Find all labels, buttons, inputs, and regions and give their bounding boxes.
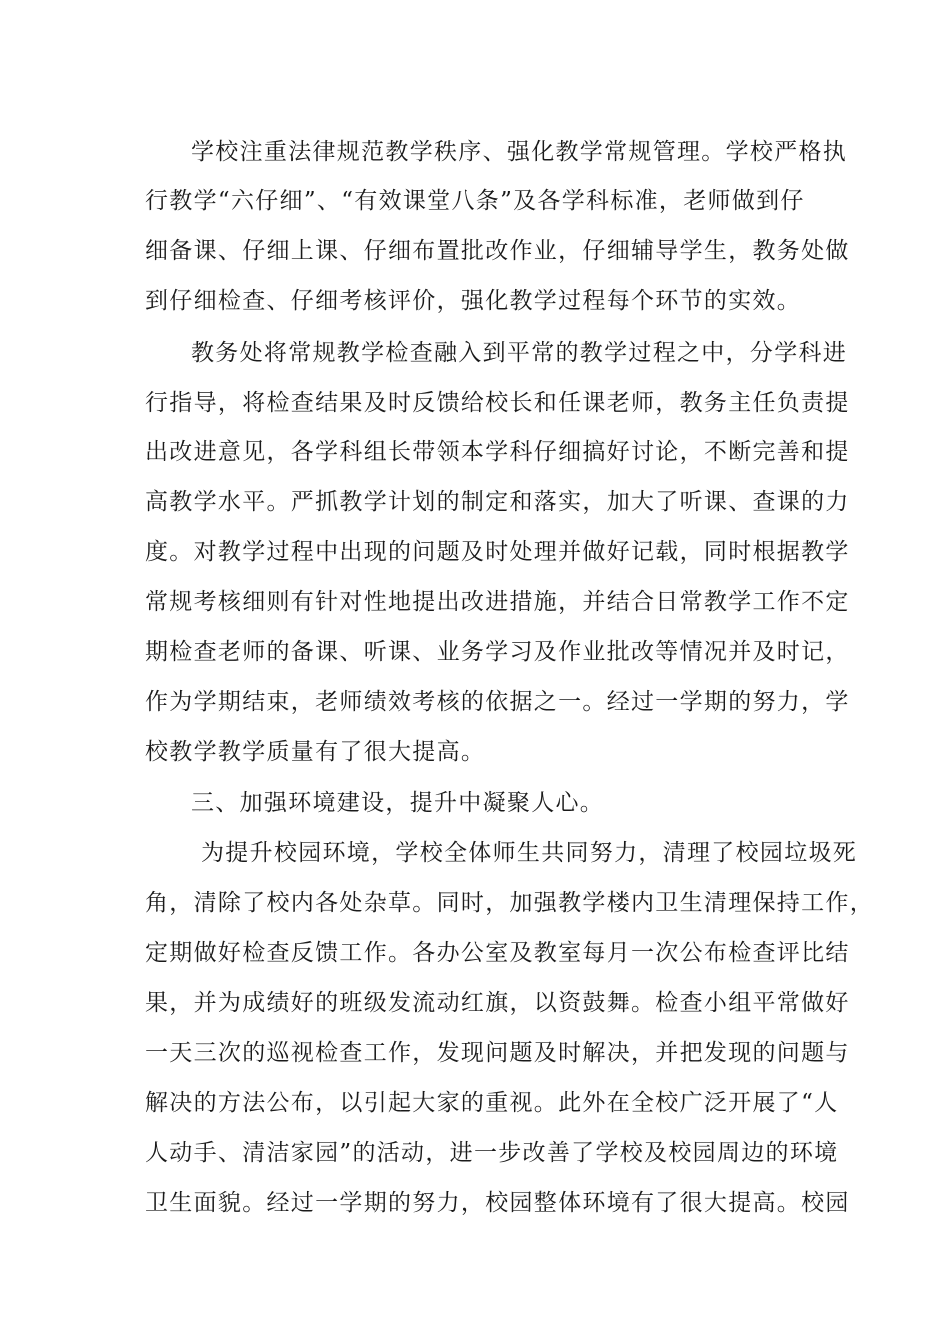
- paragraph-2-line-7: 期检查老师的备课、听课、业务学习及作业批改等情况并及时记，: [145, 639, 850, 665]
- paragraph-2-line-9: 校教学教学质量有了很大提高。: [145, 739, 486, 765]
- paragraph-3-line-6: 解决的方法公布，以引起大家的重视。此外在全校广泛开展了“人: [145, 1090, 839, 1116]
- section-heading-3: 三、加强环境建设，提升中凝聚人心。: [191, 790, 605, 816]
- paragraph-3-line-4: 果，并为成绩好的班级发流动红旗，以资鼓舞。检查小组平常做好: [145, 990, 850, 1016]
- paragraph-3-line-5: 一天三次的巡视检查工作，发现问题及时解决，并把发现的问题与: [145, 1040, 850, 1066]
- paragraph-2-line-5: 度。对教学过程中出现的问题及时处理并做好记载，同时根据教学: [145, 539, 850, 565]
- paragraph-2-line-8: 作为学期结束，老师绩效考核的依据之一。经过一学期的努力，学: [145, 689, 850, 715]
- paragraph-2-line-4: 高教学水平。严抓教学计划的制定和落实，加大了听课、查课的力: [145, 489, 850, 515]
- paragraph-1-line-2: 行教学“六仔细”、“有效课堂八条”及各学科标准，老师做到仔: [145, 188, 805, 214]
- paragraph-1-line-3: 细备课、仔细上课、仔细布置批改作业，仔细辅导学生，教务处做: [145, 238, 850, 264]
- paragraph-3-line-1: 为提升校园环境，学校全体师生共同努力，清理了校园垃圾死: [201, 840, 858, 866]
- paragraph-2-line-6: 常规考核细则有针对性地提出改进措施，并结合日常教学工作不定: [145, 589, 850, 615]
- paragraph-3-line-8: 卫生面貌。经过一学期的努力，校园整体环境有了很大提高。校园: [145, 1190, 850, 1216]
- paragraph-1-line-1: 学校注重法律规范教学秩序、强化教学常规管理。学校严格执: [191, 139, 848, 165]
- paragraph-3-line-3: 定期做好检查反馈工作。各办公室及教室每月一次公布检查评比结: [145, 940, 850, 966]
- paragraph-3-line-2: 角，清除了校内各处杂草。同时，加强教学楼内卫生清理保持工作，: [145, 890, 874, 916]
- paragraph-3-line-7: 人动手、清洁家园”的活动，进一步改善了学校及校园周边的环境: [145, 1140, 839, 1166]
- paragraph-2-line-1: 教务处将常规教学检查融入到平常的教学过程之中，分学科进: [191, 340, 848, 366]
- paragraph-2-line-3: 出改进意见，各学科组长带领本学科仔细搞好讨论，不断完善和提: [145, 439, 850, 465]
- paragraph-2-line-2: 行指导，将检查结果及时反馈给校长和任课老师，教务主任负责提: [145, 390, 850, 416]
- paragraph-1-line-4: 到仔细检查、仔细考核评价，强化教学过程每个环节的实效。: [145, 288, 802, 314]
